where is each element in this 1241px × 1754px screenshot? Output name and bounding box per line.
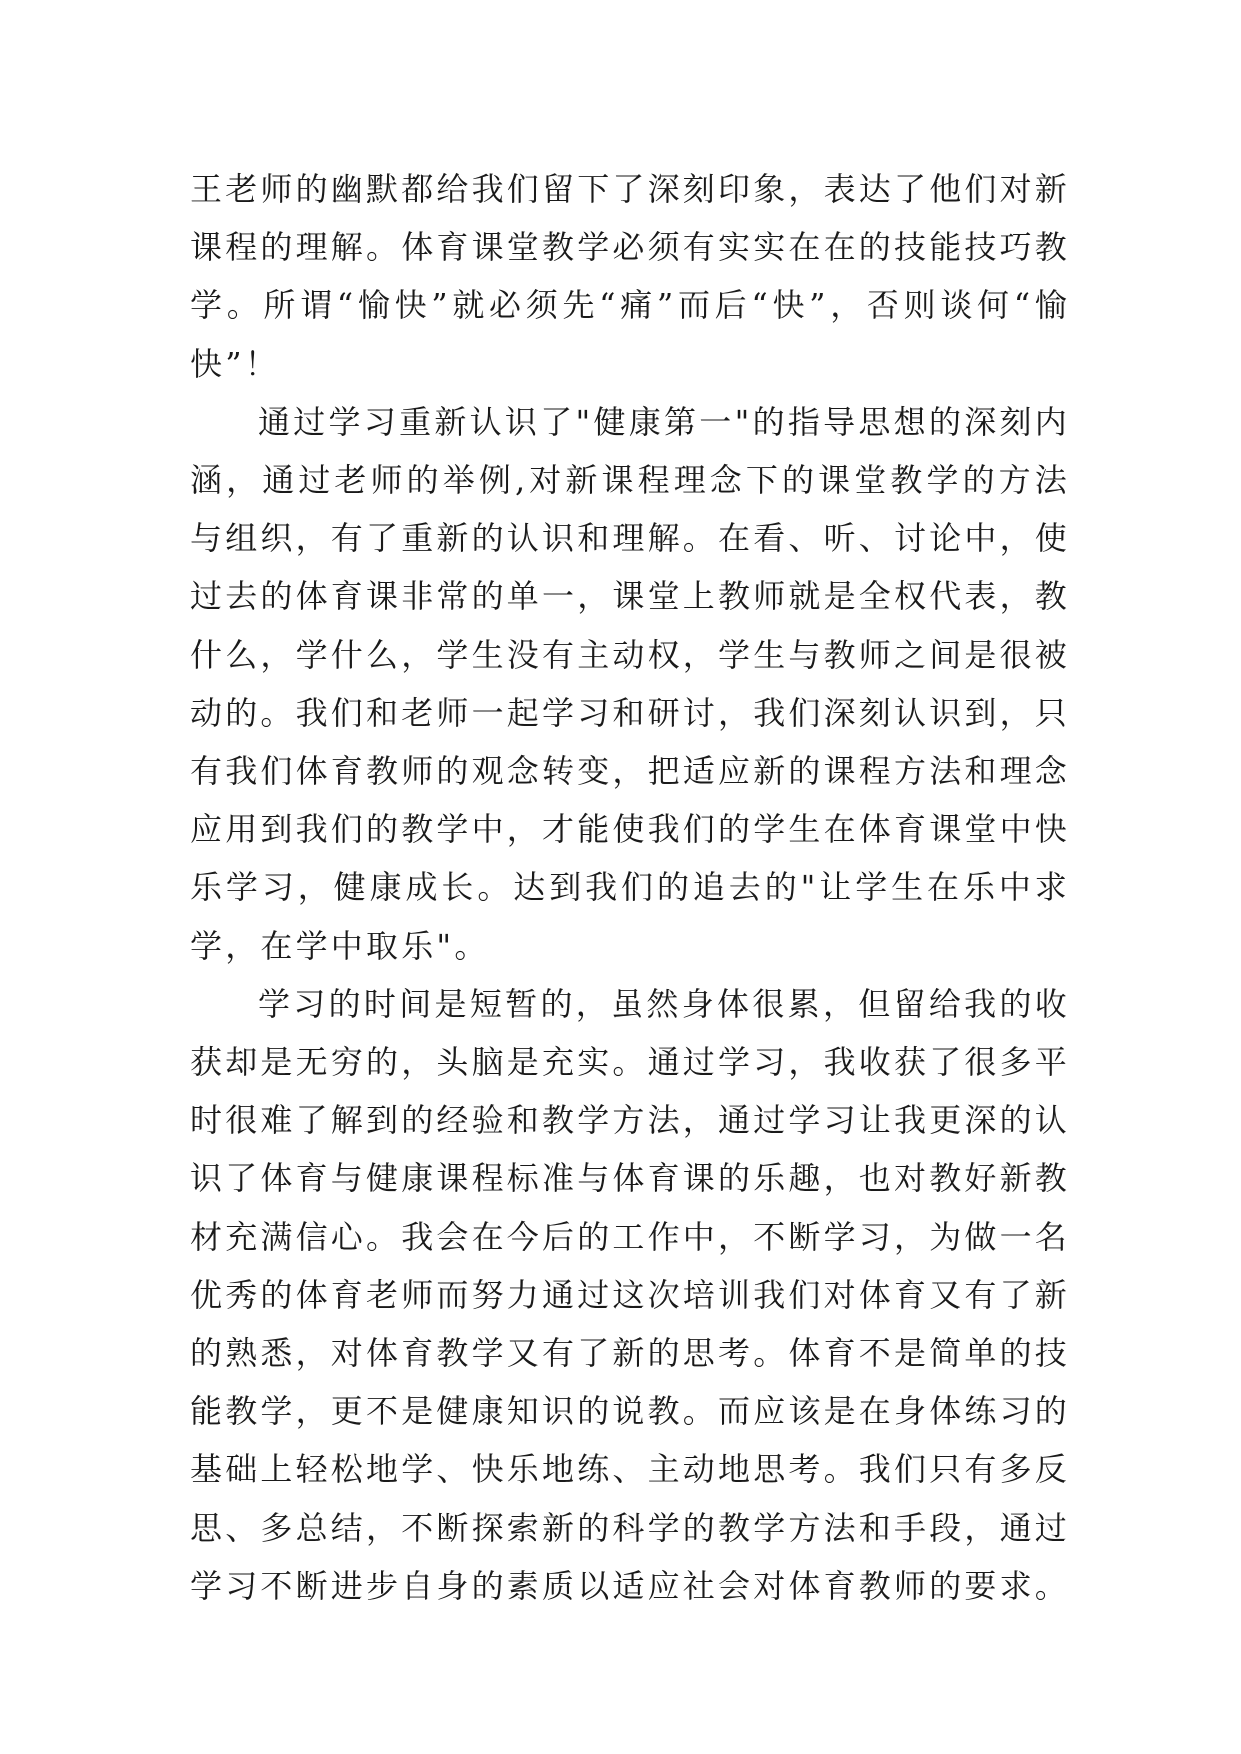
- paragraph-2: 通过学习重新认识了"健康第一"的指导思想的深刻内涵，通过老师的举例,对新课程理念下的课堂教学的方法与组织，有了重新的认识和理解。在看、听、讨论中，使过去的体育课非常的单一，课堂上教师就是全权代表，教什么，学什么，学生没有主动权，学生与教师之间是很被动的。我们和老师一起学习和研讨，我们深刻认识到，只有我们体育教师的观念转变，把适应新的课程方法和理念应用到我们的教学中，才能使我们的学生在体育课堂中快乐学习，健康成长。达到我们的追去的"让学生在乐中求学，在学中取乐"。: [190, 402, 1071, 965]
- paragraph-3: 学习的时间是短暂的，虽然身体很累，但留给我的收获却是无穷的，头脑是充实。通过学习，我收获了很多平时很难了解到的经验和教学方法，通过学习让我更深的认识了体育与健康课程标准与体育课的乐趣，也对教好新教材充满信心。我会在今后的工作中，不断学习，为做一名优秀的体育老师而努力通过这次培训我们对体育又有了新的熟悉，对体育教学又有了新的思考。体育不是简单的技能教学，更不是健康知识的说教。而应该是在身体练习的基础上轻松地学、快乐地练、主动地思考。我们只有多反思、多总结，不断探索新的科学的教学方法和手段，通过学习不断进步自身的素质以适应社会对体育教师的要求。: [190, 984, 1071, 1605]
- paragraph-1: 王老师的幽默都给我们留下了深刻印象，表达了他们对新课程的理解。体育课堂教学必须有实实在在的技能技巧教学。所谓“愉快”就必须先“痛”而后“快”，否则谈何“愉快”！: [190, 170, 1071, 383]
- body-text: [190, 160, 1070, 1615]
